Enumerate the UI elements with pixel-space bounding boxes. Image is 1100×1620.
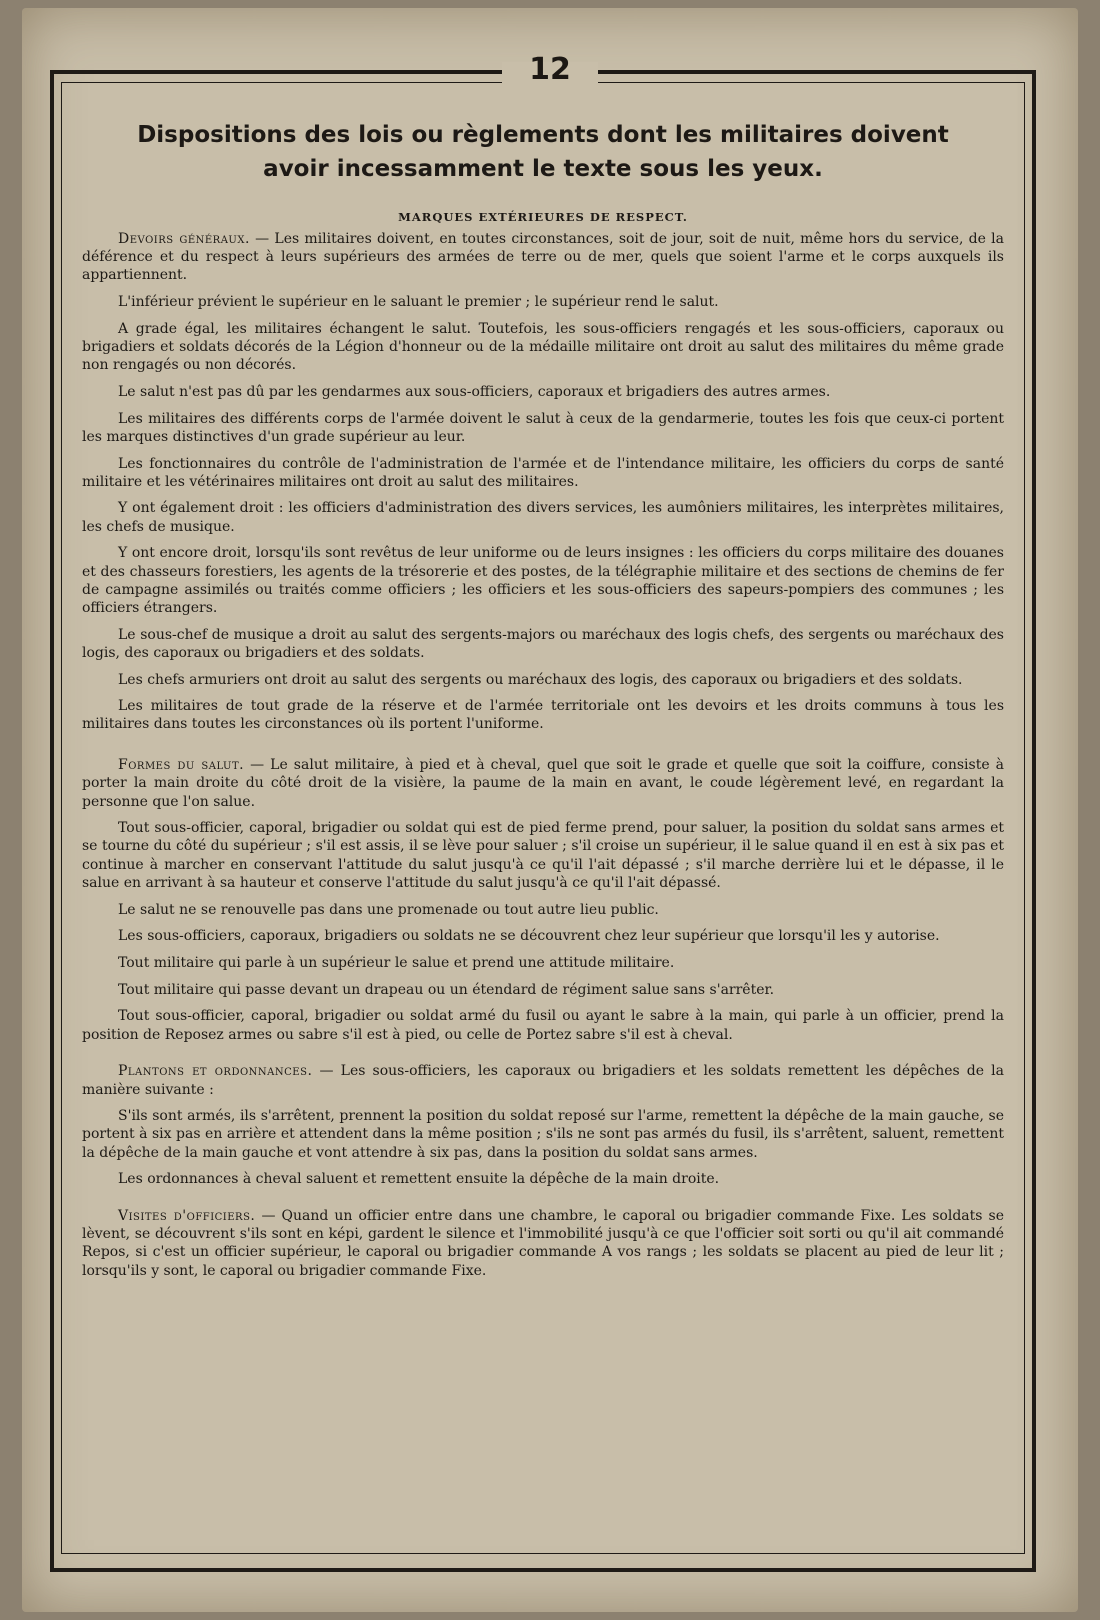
paragraph: L'inférieur prévient le supérieur en le saluant le premier ; le supérieur rend le salut.: [118, 294, 719, 311]
paragraph-visites: [82, 1207, 1004, 1280]
paragraph-devoirs-generaux: [82, 230, 1004, 285]
paragraph: Tout militaire qui passe devant un drapeau ou un étendard de régiment salue sans s'arrêter.: [118, 981, 775, 998]
paragraph: Tout sous-officier, caporal, brigadier ou soldat qui est de pied ferme prend, pour saluer, la position du soldat sans armes et se tourne du côté du supérieur ; s'il est assis, il se lève pour saluer ; s'il croise un supérieur, il le salue quand il en est à six pas et continue à marcher en conservant l'attitude du salut jusqu'à ce qu'il l'ait dépassé ; s'il marche derrière lui et le dépasse, il le salue en arrivant à sa hauteur et conserve l'attitude du salut jusqu'à ce qu'il l'ait dépassé.: [82, 820, 1004, 891]
paragraph: Les sous-officiers, caporaux, brigadiers ou soldats ne se découvrent chez leur supérieur que lorsqu'il les y autorise.: [118, 928, 940, 945]
title-line-2: avoir incessamment le texte sous les yeux.: [263, 156, 823, 182]
document-body: [82, 118, 1004, 1288]
spacer: [82, 1197, 1004, 1207]
section-heading: MARQUES EXTÉRIEURES DE RESPECT.: [398, 210, 688, 224]
paragraph: Les chefs armuriers ont droit au salut des sergents ou maréchaux des logis, des caporaux ou brigadiers et des soldats.: [118, 671, 963, 688]
paragraph: Y ont encore droit, lorsqu'ils sont revêtus de leur uniforme ou de leurs insignes : les officiers du corps militaire des douanes et des chasseurs forestiers, les agents de la trésorerie et des postes, de la télégraphie militaire et des sections de chemins de fer de campagne assimilés ou traités comme officiers ; les officiers et les sous-officiers des sapeurs-pompiers des communes ; les officiers étrangers.: [82, 545, 1004, 616]
paragraph-formes-du-salut: [82, 756, 1004, 811]
paragraph-text: — Les sous-officiers, les caporaux ou brigadiers et les soldats remettent les dépêches de la manière suivante :: [82, 1063, 1005, 1098]
paragraph-text: — Les militaires doivent, en toutes circonstances, soit de jour, soit de nuit, même hors du service, de la déférence et du respect à leurs supérieurs des armées de terre ou de mer, quels que soient l'arme et le corps auxquels ils appartiennent.: [82, 231, 1004, 284]
paragraph: Le sous-chef de musique a droit au salut des sergents-majors ou maréchaux des logis chefs, des sergents ou maréchaux des logis, des caporaux ou brigadiers et des soldats.: [82, 626, 1004, 661]
title-line-1: Dispositions des lois ou règlements dont les militaires doivent: [137, 122, 949, 148]
spacer: [82, 742, 1004, 756]
paragraph: Y ont également droit : les officiers d'administration des divers services, les aumôniers militaires, les interprètes militaires, les chefs de musique.: [82, 500, 1004, 535]
paragraph: Tout sous-officier, caporal, brigadier ou soldat armé du fusil ou ayant le sabre à la main, qui parle à un officier, prend la position de Reposez armes ou sabre s'il est à pied, ou celle de Portez sabre s'il est à cheval.: [82, 1008, 1004, 1043]
page-number: 12: [529, 52, 571, 87]
paragraph: Les ordonnances à cheval saluent et remettent ensuite la dépêche de la main droite.: [118, 1171, 720, 1188]
paragraph-text: — Quand un officier entre dans une chambre, le caporal ou brigadier commande Fixe. Les soldats se lèvent, se découvrent s'ils sont en képi, gardent le silence et l'immobilité jusqu'à ce que l'officier soit sorti ou qu'il ait commandé Repos, si c'est un officier supérieur, le caporal ou brigadier commande A vos rangs ; les soldats se placent au pied de leur lit ; lorsqu'ils y sont, le caporal ou brigadier commande Fixe.: [82, 1208, 1004, 1279]
paragraph-text: — Le salut militaire, à pied et à cheval, quel que soit le grade et quelle que soit la coiffure, consiste à porter la main droite du côté droit de la visière, la paume de la main en avant, le coude légèrement levé, en regardant la personne que l'on salue.: [82, 757, 1005, 810]
paragraph: Le salut n'est pas dû par les gendarmes aux sous-officiers, caporaux et brigadiers des autres armes.: [118, 383, 831, 400]
paragraph: Les militaires de tout grade de la réserve et de l'armée territoriale ont les devoirs et les droits communs à tous les militaires dans toutes les circonstances où ils portent l'uniforme.: [82, 698, 1004, 733]
paragraph: Tout militaire qui parle à un supérieur le salue et prend une attitude militaire.: [118, 955, 675, 971]
paragraph: A grade égal, les militaires échangent le salut. Toutefois, les sous-officiers rengagés et les sous-officiers, caporaux ou brigadiers et soldats décorés de la Légion d'honneur ou de la médaille militaire ont droit au salut des militaires du même grade non rengagés ou non décorés.: [82, 320, 1004, 374]
paragraph: S'ils sont armés, ils s'arrêtent, prennent la position du soldat reposé sur l'arme, remettent la dépêche de la main gauche, se portent à six pas en arrière et attendent dans la même position ; s'ils ne sont pas armés du fusil, ils s'arrêtent, saluent, remettent la dépêche de la main gauche et vont attendre à six pas, dans la position du soldat sans armes.: [82, 1108, 1004, 1161]
paragraph: Les fonctionnaires du contrôle de l'administration de l'armée et de l'intendance militaire, les officiers du corps de santé militaire et les vétérinaires militaires ont droit au salut des militaires.: [82, 455, 1004, 490]
spacer: [82, 1052, 1004, 1062]
paragraph: Le salut ne se renouvelle pas dans une promenade ou tout autre lieu public.: [118, 901, 659, 918]
paragraph-lead: Formes du salut.: [118, 757, 245, 774]
page-title: [82, 118, 1004, 186]
paragraph-lead: Devoirs généraux.: [118, 231, 250, 247]
paragraph-plantons: [82, 1062, 1004, 1098]
paragraph: Les militaires des différents corps de l'armée doivent le salut à ceux de la gendarmerie, toutes les fois que ceux-ci portent les marques distinctives d'un grade supérieur au leur.: [82, 410, 1004, 445]
paragraph-lead: Visites d'officiers.: [118, 1208, 256, 1225]
paragraph-lead: Plantons et ordonnances.: [118, 1063, 313, 1080]
